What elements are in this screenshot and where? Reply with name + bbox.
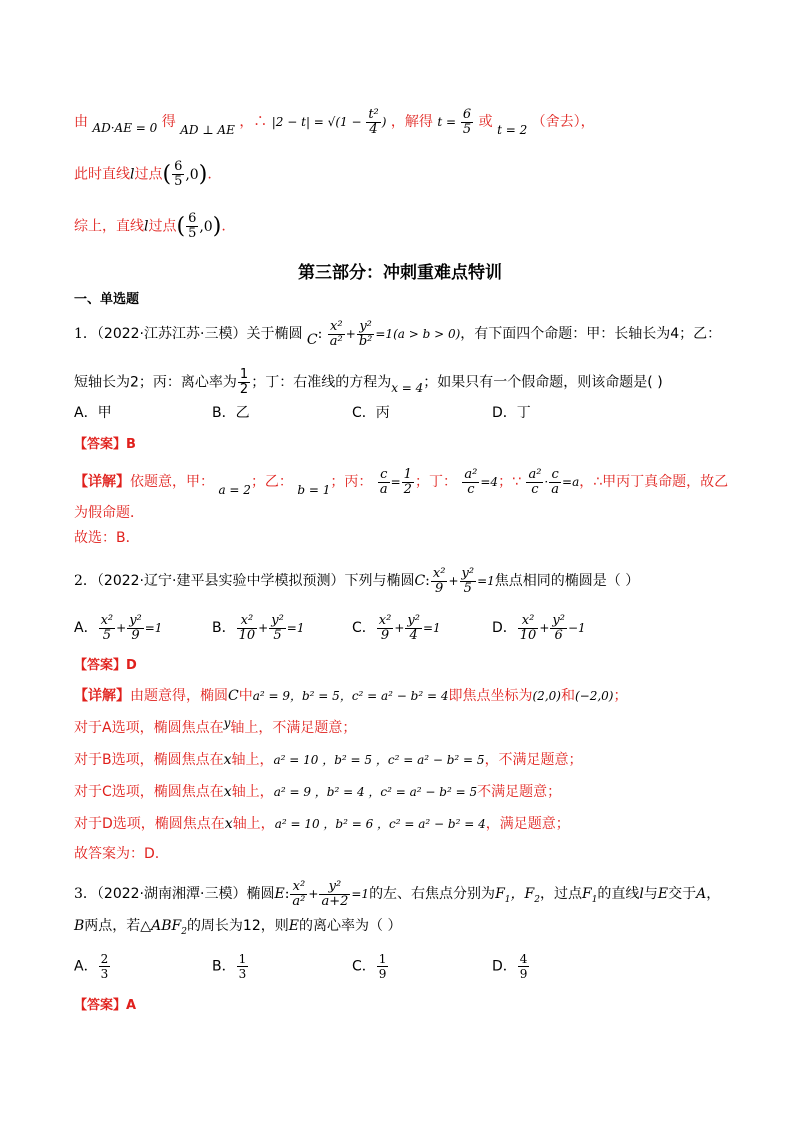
top-line-2: 此时直线l过点( $\frac{6}{5}$ ,0). xyxy=(74,159,212,189)
q2-options xyxy=(74,614,740,644)
q3-stem-line2: B两点，若$\triangle ABF_2$的周长为12，则E的离心率为（ ） xyxy=(74,918,402,937)
math-perpendicular: AD ⊥ AE xyxy=(180,123,235,137)
q3-stem-line1: 3．（2022·湖南湘潭·三模）椭圆E: $\frac{\text{x²}}{\text{a²}}$ + $\frac{\text{y²}}{a+2}$ =1的左、右焦点分别为$F_1$，$F_2$，过点$F_1$的直线l与E交于A， xyxy=(74,879,721,909)
q1-option-a[interactable]: A．甲 xyxy=(74,405,112,421)
math-point-6-5: ( $\frac{6}{5}$ ,0) xyxy=(162,159,208,189)
math-t-sol1: t = $\frac{6}{5}$ xyxy=(437,107,472,137)
q2-detail-d: 对于D选项，椭圆焦点在x轴上，a² = 10 ，b² = 6 ，c² = a² − b² = 4，满足题意； xyxy=(74,816,570,832)
math-t-sol2: t = 2 xyxy=(497,123,528,137)
q2-option-b[interactable]: B． $\frac{\text{x²}}{10}$ + $\frac{\text{y²}}{5}$ =1 xyxy=(212,613,305,643)
q1-option-d[interactable]: D．丁 xyxy=(492,405,531,421)
top-line-3: 综上，直线l过点( $\frac{6}{5}$ ,0). xyxy=(74,211,226,241)
math-point-6-5b: ( $\frac{6}{5}$ ,0) xyxy=(176,211,222,241)
q2-detail-a: 对于A选项，椭圆焦点在y轴上，不满足题意； xyxy=(74,716,357,736)
q3-option-d[interactable]: D． $\frac{4}{9}$ xyxy=(492,952,528,981)
q3-options xyxy=(74,952,740,984)
q1-option-c[interactable]: C．丙 xyxy=(352,405,390,421)
q2-option-a[interactable]: A． $\frac{\text{x²}}{5}$ + $\frac{\text{y²}}{9}$ =1 xyxy=(74,613,163,643)
q2-detail-line1: 【详解】由题意得，椭圆C中a² = 9，b² = 5，c² = a² − b² = 4即焦点坐标为(2,0)和(−2,0)； xyxy=(74,688,628,704)
q3-option-c[interactable]: C． $\frac{1}{9}$ xyxy=(352,952,387,981)
q2-option-d[interactable]: D． $\frac{\text{x²}}{10}$ + $\frac{\text{y²}}{6}$ −1 xyxy=(492,613,586,643)
q2-detail-b: 对于B选项，椭圆焦点在x轴上，a² = 10 ，b² = 5 ，c² = a² − b² = 5，不满足题意； xyxy=(74,752,583,768)
q1-detail-line1: 【详解】依题意，甲： a = 2；乙： b = 1；丙： $\frac{c}{a}$ = $\frac{1}{2}$ ；丁： $\frac{\text{a²}}{c}$ =4；∵ $\frac{\text{a²}}{c}$ · $\frac{c}{a}$ =a，∴甲丙丁真命题，故乙 xyxy=(74,467,729,497)
q1-options xyxy=(74,402,740,424)
top-line-1: 由 AD·AE = 0 得 AD ⊥ AE ，∴ |2 − t| = √(1 − $\frac{\text{t²}}{4}$ ) ，解得 t = $\frac{6}{5}$ 或 t = 2 （舍去）， xyxy=(74,107,595,137)
math-ellipse-q2: $\frac{\text{x²}}{9}$ + $\frac{\text{y²}}{5}$ =1 xyxy=(432,566,495,596)
q1-option-b[interactable]: B．乙 xyxy=(212,405,250,421)
q1-answer: 【答案】B xyxy=(74,437,136,452)
math-ellipse-q1: $\frac{\text{x²}}{\text{a²}}$ + $\frac{\text{y²}}{\text{b²}}$ =1(a > b > 0) xyxy=(329,319,461,349)
q3-option-a[interactable]: A． $\frac{2}{3}$ xyxy=(74,952,109,981)
q2-detail-c: 对于C选项，椭圆焦点在x轴上，a² = 9 ，b² = 4 ，c² = a² − b² = 5不满足题意； xyxy=(74,784,562,800)
q3-answer: 【答案】A xyxy=(74,998,137,1013)
q2-answer: 【答案】D xyxy=(74,658,137,673)
section-heading: 一、单选题 xyxy=(74,292,140,307)
math-ellipse-q3: $\frac{\text{x²}}{\text{a²}}$ + $\frac{\text{y²}}{a+2}$ =1 xyxy=(292,879,370,909)
q1-stem-line2: 短轴长为2；丙：离心率为 $\frac{1}{2}$ ；丁：右准线的方程为x = 4；如果只有一个假命题，则该命题是( ) xyxy=(74,367,663,397)
q1-stem-line1: 1．（2022·江苏江苏·三模）关于椭圆 C: $\frac{\text{x²}}{\text{a²}}$ + $\frac{\text{y²}}{\text{b²}}$ =1(a > b > 0)，有下面四个命题：甲：长轴长为4；乙： xyxy=(74,319,722,349)
q1-detail-line2: 为假命题． xyxy=(74,505,144,521)
math-abs-eq: |2 − t| = √(1 − $\frac{\text{t²}}{4}$ ) xyxy=(271,107,387,137)
math-dot-product: AD·AE = 0 xyxy=(92,121,158,135)
q2-conclusion: 故答案为：D. xyxy=(74,846,160,862)
q2-stem: 2．（2022·辽宁·建平县实验中学模拟预测）下列与椭圆C: $\frac{\text{x²}}{9}$ + $\frac{\text{y²}}{5}$ =1焦点相同的椭圆是（ ） xyxy=(74,566,640,596)
q1-conclusion: 故选：B． xyxy=(74,530,140,546)
q2-option-c[interactable]: C． $\frac{\text{x²}}{9}$ + $\frac{\text{y²}}{4}$ =1 xyxy=(352,613,441,643)
q3-option-b[interactable]: B． $\frac{1}{3}$ xyxy=(212,952,247,981)
part-title: 第三部分：冲刺重难点特训 xyxy=(298,263,502,283)
